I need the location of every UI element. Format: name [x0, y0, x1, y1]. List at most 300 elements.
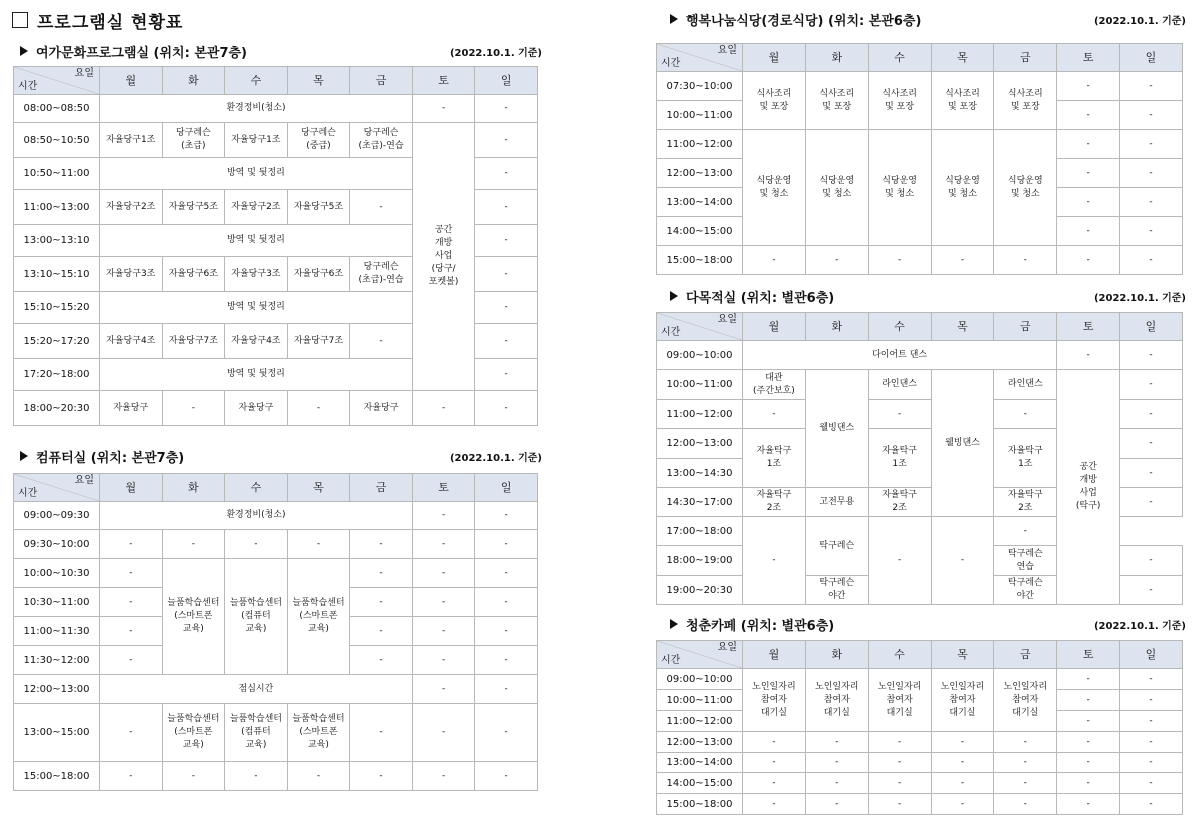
schedule-cell: - [412, 588, 475, 617]
schedule-cell: 당구레슨 (초급)-연습 [350, 257, 413, 292]
time-cell: 12:00~13:00 [14, 675, 100, 704]
schedule-cell: 자율탁구 1조 [994, 429, 1057, 488]
schedule-cell: 자율당구5조 [287, 190, 350, 225]
schedule-cell: - [868, 400, 931, 429]
section-header-cafeteria [670, 10, 1186, 28]
schedule-cell: 자율당구1조 [225, 123, 288, 158]
day-header: 토 [412, 67, 475, 95]
time-cell: 15:00~18:00 [14, 762, 100, 791]
schedule-cell: 탁구레슨 야간 [994, 576, 1057, 605]
schedule-cell: - [100, 588, 163, 617]
schedule-cell: 환경정비(청소) [100, 95, 413, 123]
table-row [657, 130, 1183, 159]
day-header: 토 [1057, 641, 1120, 669]
schedule-cell: 식사조리 및 포장 [868, 72, 931, 130]
corner-header [657, 313, 743, 341]
schedule-cell: - [994, 753, 1057, 773]
schedule-table-youth-cafe [656, 640, 1183, 815]
corner-header [14, 474, 100, 502]
time-cell: 13:00~14:00 [657, 753, 743, 773]
schedule-cell: - [162, 762, 225, 791]
schedule-cell: - [475, 324, 538, 359]
schedule-cell: - [1120, 732, 1183, 753]
day-header: 토 [412, 474, 475, 502]
schedule-cell: - [412, 704, 475, 762]
corner-time-label: 시간 [661, 58, 681, 69]
schedule-cell: - [1057, 341, 1120, 370]
table-row [657, 753, 1183, 773]
day-header: 금 [350, 67, 413, 95]
schedule-cell: - [412, 530, 475, 559]
day-header: 수 [225, 67, 288, 95]
schedule-cell: 자율당구 [350, 391, 413, 426]
corner-header [657, 44, 743, 72]
time-cell: 07:30~10:00 [657, 72, 743, 101]
schedule-cell: - [350, 190, 413, 225]
time-cell: 12:00~13:00 [657, 732, 743, 753]
table-row [14, 391, 538, 426]
schedule-cell: 자율당구6조 [162, 257, 225, 292]
schedule-cell: 탁구레슨 [805, 517, 868, 576]
time-cell: 08:00~08:50 [14, 95, 100, 123]
time-cell: 18:00~19:00 [657, 546, 743, 576]
schedule-cell: - [100, 559, 163, 588]
time-cell: 17:20~18:00 [14, 359, 100, 391]
section-date: (2022.10.1. 기준) [1093, 292, 1186, 304]
schedule-cell: - [994, 794, 1057, 815]
table-row [14, 530, 538, 559]
schedule-cell: 방역 및 뒷정리 [100, 359, 413, 391]
schedule-cell: 탁구레슨 야간 [805, 576, 868, 605]
time-cell: 11:00~11:30 [14, 617, 100, 646]
schedule-cell: - [350, 588, 413, 617]
section-date: (2022.10.1. 기준) [1093, 15, 1186, 27]
schedule-cell: - [1057, 690, 1120, 711]
schedule-cell: 자율탁구 2조 [868, 488, 931, 517]
schedule-cell: 자율탁구 1조 [868, 429, 931, 488]
checkbox-square-icon [12, 12, 28, 28]
table-row [657, 773, 1183, 794]
header-row [657, 313, 1183, 341]
section-date: (2022.10.1. 기준) [1093, 620, 1186, 632]
schedule-cell: 자율당구3조 [100, 257, 163, 292]
schedule-cell: - [475, 617, 538, 646]
schedule-cell: 자율당구2조 [225, 190, 288, 225]
day-header: 화 [805, 313, 868, 341]
section-header-culture [20, 42, 542, 60]
schedule-cell: - [743, 246, 806, 275]
schedule-cell: 자율당구3조 [225, 257, 288, 292]
day-header: 금 [350, 474, 413, 502]
day-header: 목 [931, 44, 994, 72]
table-row [14, 704, 538, 762]
day-header: 토 [1057, 44, 1120, 72]
schedule-cell: 노인일자리 참여자 대기실 [868, 669, 931, 732]
corner-day-label: 요일 [717, 45, 737, 56]
schedule-cell: - [412, 95, 475, 123]
schedule-cell: - [100, 530, 163, 559]
schedule-cell: - [931, 732, 994, 753]
schedule-cell: 늘품학습센터 (스마트폰 교육) [287, 704, 350, 762]
schedule-cell: - [805, 246, 868, 275]
day-header: 화 [162, 67, 225, 95]
section-title: 청춘카페 (위치: 별관6층) [670, 615, 834, 634]
schedule-cell: 점심시간 [100, 675, 413, 704]
schedule-cell: - [412, 559, 475, 588]
table-row [14, 675, 538, 704]
schedule-cell: 당구레슨 (초급) [162, 123, 225, 158]
schedule-cell: 식당운영 및 청소 [805, 130, 868, 246]
schedule-cell: - [1120, 101, 1183, 130]
table-row [14, 559, 538, 588]
schedule-cell: - [931, 794, 994, 815]
time-cell: 15:10~15:20 [14, 292, 100, 324]
header-row [657, 44, 1183, 72]
schedule-cell: 공간 개방 사업 (탁구) [1057, 370, 1120, 605]
schedule-cell: 방역 및 뒷정리 [100, 158, 413, 190]
schedule-cell: - [1057, 188, 1120, 217]
day-header: 수 [868, 641, 931, 669]
table-row [14, 123, 538, 158]
schedule-cell: - [100, 617, 163, 646]
schedule-cell: 자율당구 [100, 391, 163, 426]
schedule-cell: - [475, 502, 538, 530]
day-header: 월 [100, 67, 163, 95]
time-cell: 09:30~10:00 [14, 530, 100, 559]
schedule-cell: 늘품학습센터 (스마트폰 교육) [162, 559, 225, 675]
schedule-cell: - [931, 246, 994, 275]
time-cell: 10:00~11:00 [657, 690, 743, 711]
time-cell: 12:00~13:00 [657, 429, 743, 459]
schedule-cell: - [1120, 711, 1183, 732]
day-header: 화 [805, 641, 868, 669]
schedule-cell: 자율당구1조 [100, 123, 163, 158]
time-cell: 09:00~10:00 [657, 669, 743, 690]
corner-time-label: 시간 [661, 655, 681, 666]
section-title: 컴퓨터실 (위치: 본관7층) [20, 447, 184, 466]
schedule-cell: 공간 개방 사업 (당구/ 포켓볼) [412, 123, 475, 391]
schedule-cell: - [1120, 130, 1183, 159]
table-row [657, 794, 1183, 815]
day-header: 일 [475, 67, 538, 95]
schedule-cell: - [931, 517, 994, 605]
schedule-cell: 방역 및 뒷정리 [100, 292, 413, 324]
schedule-cell: 늘품학습센터 (컴퓨터 교육) [225, 559, 288, 675]
section-date: (2022.10.1. 기준) [449, 452, 542, 464]
schedule-cell: - [994, 246, 1057, 275]
schedule-cell: 노인일자리 참여자 대기실 [994, 669, 1057, 732]
time-cell: 14:30~17:00 [657, 488, 743, 517]
schedule-cell: 라인댄스 [994, 370, 1057, 400]
schedule-cell: - [868, 753, 931, 773]
time-cell: 14:00~15:00 [657, 773, 743, 794]
schedule-cell: - [100, 704, 163, 762]
schedule-cell: 자율당구6조 [287, 257, 350, 292]
schedule-cell: - [868, 732, 931, 753]
schedule-cell: - [350, 559, 413, 588]
schedule-cell: - [475, 190, 538, 225]
time-cell: 13:00~14:30 [657, 459, 743, 488]
time-cell: 12:00~13:00 [657, 159, 743, 188]
day-header: 월 [743, 641, 806, 669]
schedule-cell: - [994, 517, 1057, 546]
schedule-cell: - [475, 257, 538, 292]
schedule-cell: - [350, 646, 413, 675]
triangle-bullet-icon [20, 46, 28, 56]
schedule-cell: 환경정비(청소) [100, 502, 413, 530]
schedule-cell: 웰빙댄스 [805, 370, 868, 488]
corner-day-label: 요일 [74, 475, 94, 486]
section-header-multipurpose [670, 287, 1186, 305]
schedule-cell: - [1057, 72, 1120, 101]
schedule-cell: 라인댄스 [868, 370, 931, 400]
schedule-cell: 식사조리 및 포장 [994, 72, 1057, 130]
schedule-cell: - [1120, 159, 1183, 188]
schedule-cell: - [412, 391, 475, 426]
schedule-cell: - [743, 753, 806, 773]
schedule-cell: - [1057, 669, 1120, 690]
schedule-cell: - [994, 400, 1057, 429]
schedule-cell: - [412, 646, 475, 675]
corner-time-label: 시간 [18, 488, 38, 499]
day-header: 목 [287, 67, 350, 95]
schedule-cell: 대관 (주간보호) [743, 370, 806, 400]
day-header: 토 [1057, 313, 1120, 341]
schedule-cell: 자율탁구 2조 [994, 488, 1057, 517]
schedule-cell: - [868, 794, 931, 815]
schedule-cell: - [1120, 429, 1183, 459]
schedule-cell: 식당운영 및 청소 [868, 130, 931, 246]
time-cell: 14:00~15:00 [657, 217, 743, 246]
schedule-cell: 식당운영 및 청소 [743, 130, 806, 246]
schedule-cell: - [1057, 217, 1120, 246]
schedule-cell: 노인일자리 참여자 대기실 [805, 669, 868, 732]
time-cell: 15:00~18:00 [657, 246, 743, 275]
schedule-cell: - [805, 773, 868, 794]
schedule-cell: - [225, 530, 288, 559]
schedule-cell: - [1057, 732, 1120, 753]
schedule-cell: 자율당구7조 [162, 324, 225, 359]
header-row [657, 641, 1183, 669]
day-header: 수 [225, 474, 288, 502]
schedule-cell: 자율당구2조 [100, 190, 163, 225]
table-row [14, 762, 538, 791]
schedule-cell: - [475, 675, 538, 704]
section-title: 다목적실 (위치: 별관6층) [670, 287, 834, 306]
schedule-cell: 방역 및 뒷정리 [100, 225, 413, 257]
schedule-cell: - [1057, 246, 1120, 275]
time-cell: 18:00~20:30 [14, 391, 100, 426]
schedule-cell: - [412, 762, 475, 791]
schedule-cell: - [475, 95, 538, 123]
schedule-cell: - [287, 530, 350, 559]
schedule-cell: - [868, 246, 931, 275]
triangle-bullet-icon [670, 14, 678, 24]
schedule-cell: - [1120, 217, 1183, 246]
schedule-cell: - [475, 588, 538, 617]
schedule-cell: - [100, 646, 163, 675]
schedule-cell: - [1120, 488, 1183, 517]
corner-day-label: 요일 [717, 314, 737, 325]
day-header: 금 [994, 44, 1057, 72]
schedule-cell: 식당운영 및 청소 [994, 130, 1057, 246]
schedule-cell: - [931, 753, 994, 773]
schedule-cell: - [805, 753, 868, 773]
schedule-cell: - [475, 359, 538, 391]
day-header: 월 [743, 44, 806, 72]
schedule-cell: - [412, 617, 475, 646]
day-header: 금 [994, 313, 1057, 341]
day-header: 일 [1120, 313, 1183, 341]
day-header: 월 [100, 474, 163, 502]
schedule-cell: - [475, 559, 538, 588]
schedule-cell: 늘품학습센터 (스마트폰 교육) [162, 704, 225, 762]
time-cell: 10:00~11:00 [657, 101, 743, 130]
section-title: 여가문화프로그램실 (위치: 본관7층) [20, 42, 247, 61]
schedule-cell: - [1120, 773, 1183, 794]
schedule-cell: - [412, 502, 475, 530]
schedule-cell: - [1120, 546, 1183, 576]
schedule-cell: - [287, 391, 350, 426]
table-row [657, 732, 1183, 753]
schedule-cell: - [1057, 794, 1120, 815]
time-cell: 11:30~12:00 [14, 646, 100, 675]
schedule-cell: - [350, 762, 413, 791]
schedule-cell: 늘품학습센터 (스마트폰 교육) [287, 559, 350, 675]
schedule-cell: - [475, 292, 538, 324]
schedule-cell: 자율당구 [225, 391, 288, 426]
schedule-cell: - [1057, 773, 1120, 794]
table-row [657, 669, 1183, 690]
corner-time-label: 시간 [661, 327, 681, 338]
time-cell: 10:50~11:00 [14, 158, 100, 190]
schedule-cell: - [868, 773, 931, 794]
schedule-cell: - [743, 732, 806, 753]
schedule-cell: - [100, 762, 163, 791]
schedule-cell: 식사조리 및 포장 [931, 72, 994, 130]
schedule-cell: - [743, 794, 806, 815]
table-row [14, 95, 538, 123]
corner-header [14, 67, 100, 95]
schedule-cell: 자율당구7조 [287, 324, 350, 359]
corner-time-label: 시간 [18, 81, 38, 92]
time-cell: 11:00~12:00 [657, 711, 743, 732]
schedule-cell: - [475, 123, 538, 158]
schedule-cell: - [994, 773, 1057, 794]
schedule-cell: 노인일자리 참여자 대기실 [743, 669, 806, 732]
corner-day-label: 요일 [74, 68, 94, 79]
schedule-cell: 당구레슨 (초급)-연습 [350, 123, 413, 158]
schedule-cell: - [1120, 753, 1183, 773]
schedule-cell: - [412, 675, 475, 704]
schedule-cell: - [805, 732, 868, 753]
time-cell: 11:00~12:00 [657, 400, 743, 429]
day-header: 일 [1120, 641, 1183, 669]
schedule-cell: - [1120, 246, 1183, 275]
table-row [657, 341, 1183, 370]
schedule-cell: - [743, 773, 806, 794]
schedule-cell: - [868, 517, 931, 605]
time-cell: 10:30~11:00 [14, 588, 100, 617]
triangle-bullet-icon [670, 619, 678, 629]
day-header: 목 [931, 313, 994, 341]
table-row [657, 246, 1183, 275]
schedule-cell: - [1120, 690, 1183, 711]
schedule-cell: - [1120, 188, 1183, 217]
triangle-bullet-icon [20, 451, 28, 461]
schedule-cell: - [350, 530, 413, 559]
schedule-cell: 자율탁구 2조 [743, 488, 806, 517]
schedule-cell: 자율탁구 1조 [743, 429, 806, 488]
corner-header [657, 641, 743, 669]
schedule-table-multipurpose [656, 312, 1183, 605]
time-cell: 15:20~17:20 [14, 324, 100, 359]
schedule-cell: - [475, 530, 538, 559]
schedule-cell: 당구레슨 (중급) [287, 123, 350, 158]
schedule-cell: - [1120, 341, 1183, 370]
day-header: 화 [805, 44, 868, 72]
schedule-cell: 고전무용 [805, 488, 868, 517]
schedule-cell: - [1120, 794, 1183, 815]
table-row [657, 370, 1183, 400]
schedule-cell: - [1120, 459, 1183, 488]
schedule-cell: - [1120, 669, 1183, 690]
triangle-bullet-icon [670, 291, 678, 301]
schedule-cell: - [1120, 72, 1183, 101]
time-cell: 13:00~15:00 [14, 704, 100, 762]
schedule-cell: 웰빙댄스 [931, 370, 994, 517]
section-header-youth-cafe [670, 615, 1186, 633]
day-header: 목 [931, 641, 994, 669]
time-cell: 09:00~10:00 [657, 341, 743, 370]
day-header: 수 [868, 44, 931, 72]
header-row [14, 474, 538, 502]
page-title-text: 프로그램실 현황표 [37, 12, 184, 33]
schedule-cell: 노인일자리 참여자 대기실 [931, 669, 994, 732]
section-header-computer [20, 447, 542, 465]
time-cell: 11:00~12:00 [657, 130, 743, 159]
schedule-cell: - [350, 617, 413, 646]
day-header: 월 [743, 313, 806, 341]
schedule-cell: - [743, 400, 806, 429]
time-cell: 17:00~18:00 [657, 517, 743, 546]
schedule-cell: 늘품학습센터 (컴퓨터 교육) [225, 704, 288, 762]
schedule-cell: - [1057, 159, 1120, 188]
time-cell: 08:50~10:50 [14, 123, 100, 158]
corner-day-label: 요일 [717, 642, 737, 653]
time-cell: 13:00~13:10 [14, 225, 100, 257]
time-cell: 09:00~09:30 [14, 502, 100, 530]
schedule-cell: - [475, 762, 538, 791]
schedule-cell: - [1120, 370, 1183, 400]
day-header: 금 [994, 641, 1057, 669]
schedule-cell: - [287, 762, 350, 791]
schedule-cell: - [350, 324, 413, 359]
schedule-cell: - [475, 391, 538, 426]
time-cell: 10:00~10:30 [14, 559, 100, 588]
schedule-cell: - [1057, 711, 1120, 732]
time-cell: 11:00~13:00 [14, 190, 100, 225]
schedule-cell: - [994, 732, 1057, 753]
schedule-cell: 식사조리 및 포장 [805, 72, 868, 130]
day-header: 일 [475, 474, 538, 502]
schedule-cell: - [475, 158, 538, 190]
schedule-cell: - [350, 704, 413, 762]
schedule-cell: - [475, 704, 538, 762]
schedule-cell: - [162, 391, 225, 426]
schedule-cell: 식사조리 및 포장 [743, 72, 806, 130]
day-header: 일 [1120, 44, 1183, 72]
